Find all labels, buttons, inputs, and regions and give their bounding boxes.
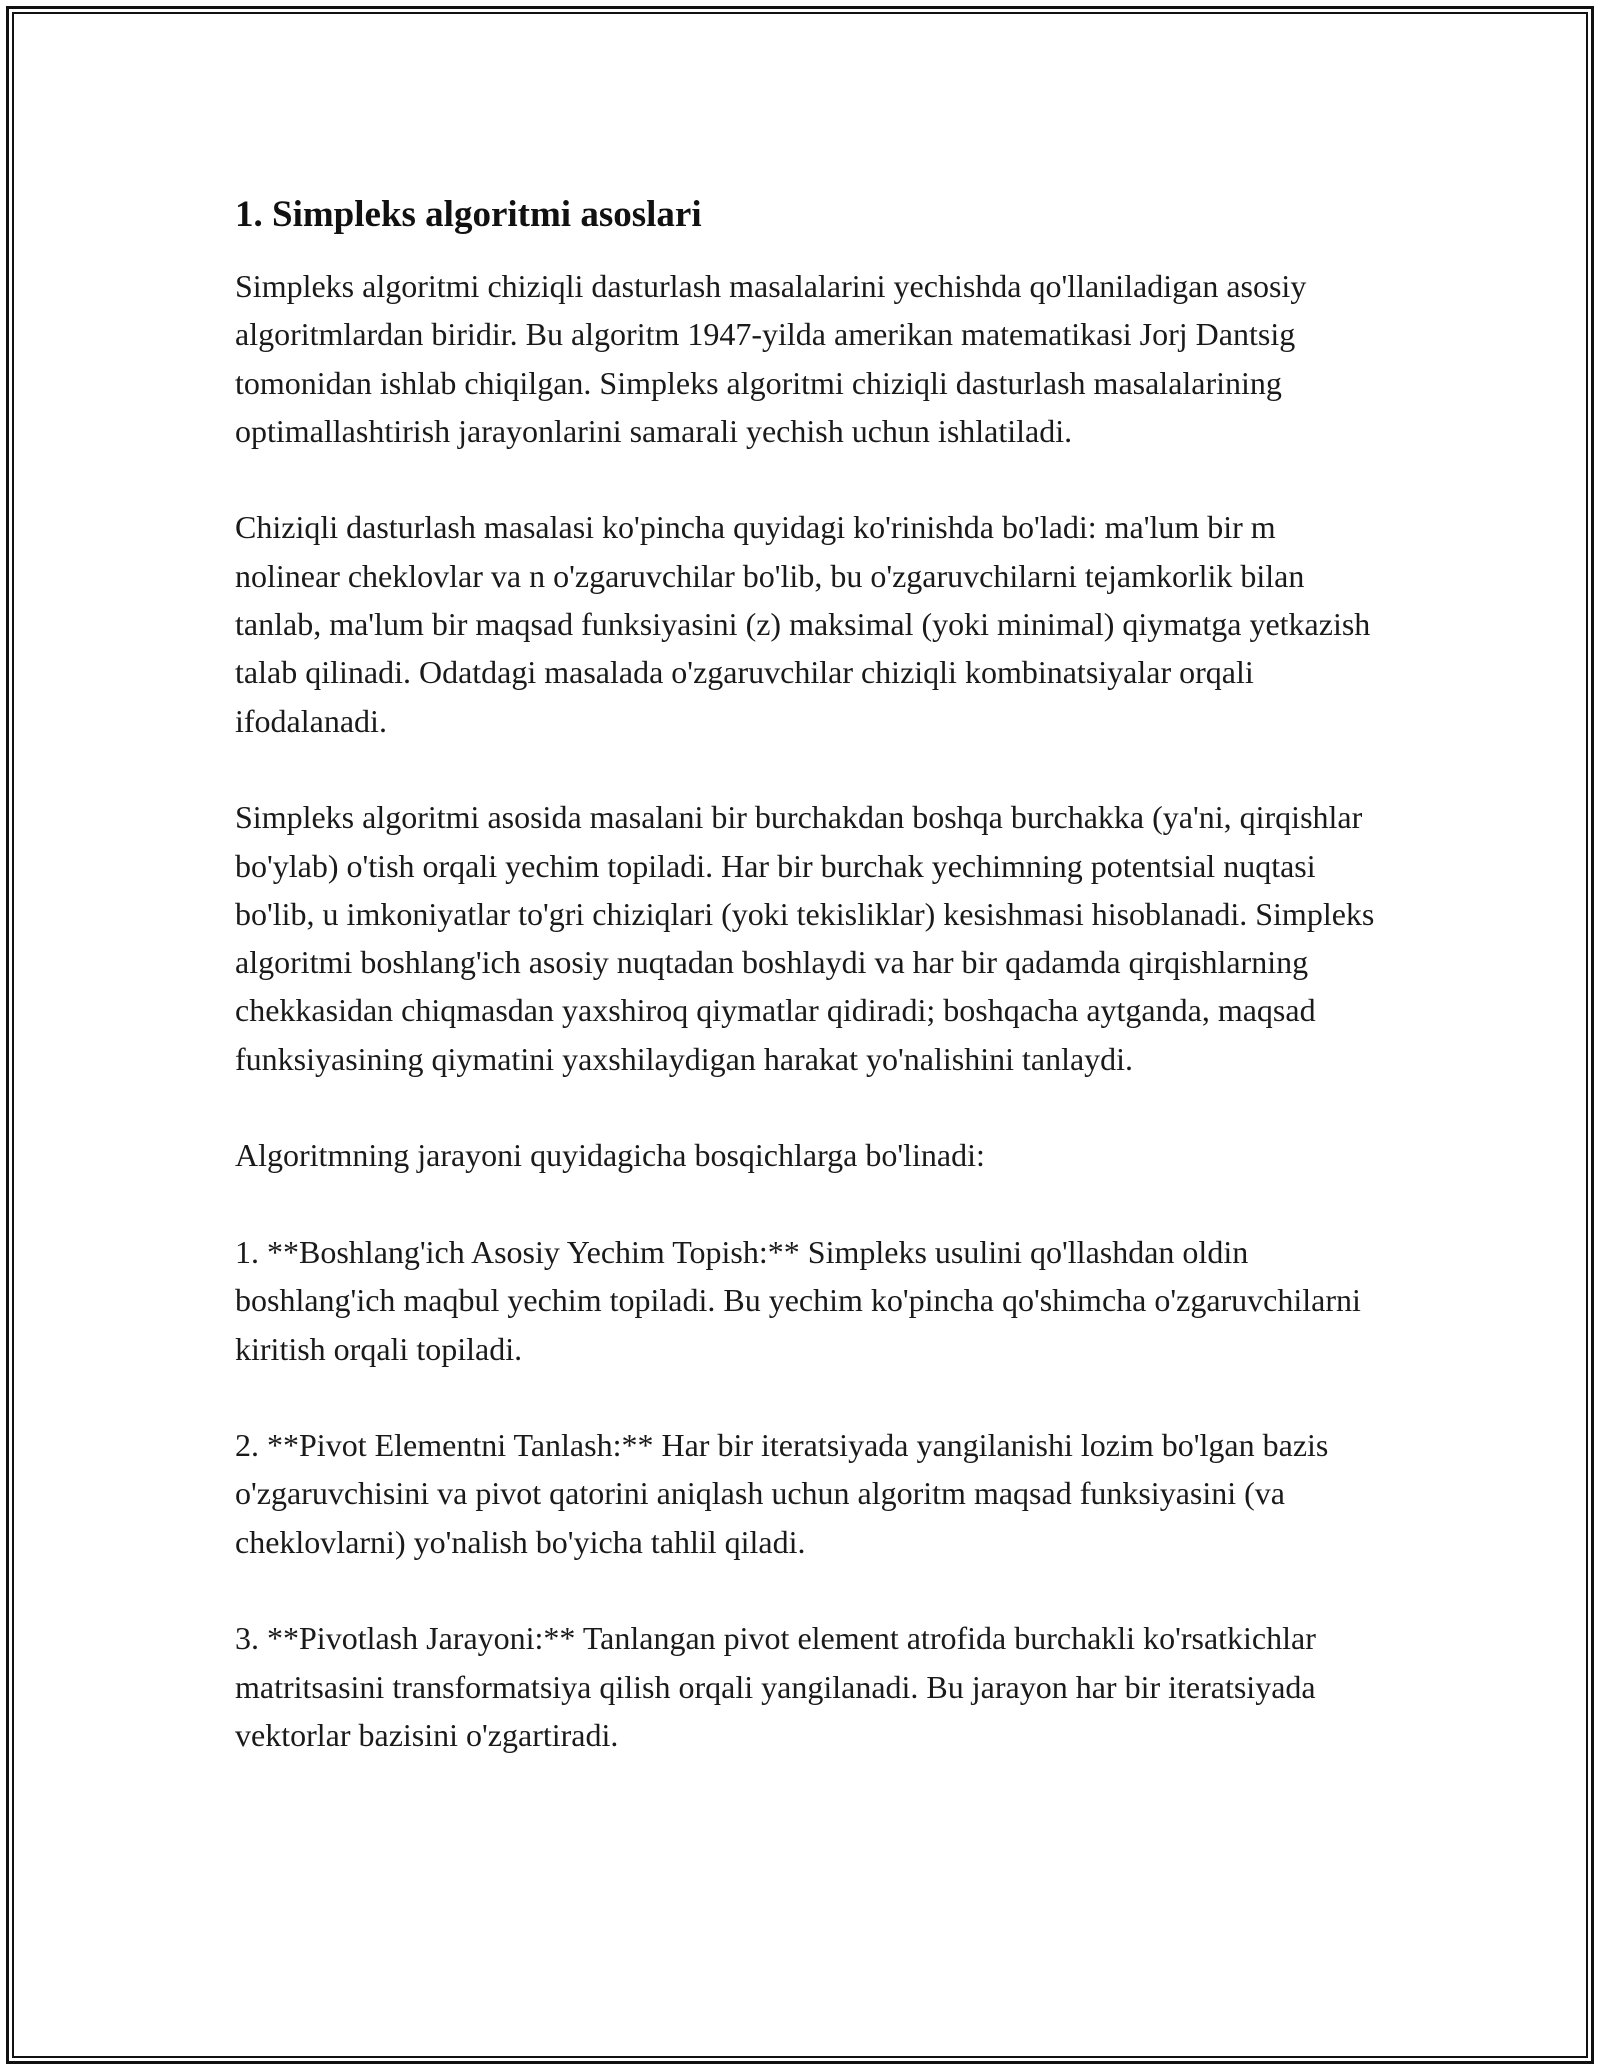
paragraph-problem-form: Chiziqli dasturlash masalasi ko'pincha quyidagi ko'rinishda bo'ladi: ma'lum bir m nolinear cheklovlar va n o'zgaruvchilar bo'lib, bu o'zgaruvchilarni tejamkorlik bilan tanlab, ma'lum bir maqsad funksiyasini (z) maksimal (yoki minimal) qiymatga yetkazish talab qilinadi. Odatdagi masalada o'zgaruvchilar chiziqli kombinatsiyalar orqali ifodalanadi.	[235, 509, 1371, 739]
document-body	[235, 190, 1385, 1808]
section-heading: 1. Simpleks algoritmi asoslari	[235, 194, 702, 235]
paragraph-intro: Simpleks algoritmi chiziqli dasturlash masalalarini yechishda qo'llaniladigan asosiy algoritmlardan biridir. Bu algoritm 1947-yilda amerikan matematikasi Jorj Dantsig tomonidan ishlab chiqilgan. Simpleks algoritmi chiziqli dasturlash masalalarining optimallashtirish jarayonlarini samarali yechish uchun ishlatiladi.	[235, 268, 1307, 449]
paragraph-vertex-method: Simpleks algoritmi asosida masalani bir burchakdan boshqa burchakka (ya'ni, qirqishlar bo'ylab) o'tish orqali yechim topiladi. Har bir burchak yechimning potentsial nuqtasi bo'lib, u imkoniyatlar to'gri chiziqlari (yoki tekisliklar) kesishmasi hisoblanadi. Simpleks algoritmi boshlang'ich asosiy nuqtadan boshlaydi va har bir qadamda qirqishlarning chekkasidan chiqmasdan yaxshiroq qiymatlar qidiradi; boshqacha aytganda, maqsad funksiyasining qiymatini yaxshilaydigan harakat yo'nalishini tanlaydi.	[235, 799, 1375, 1077]
paragraph-step-2: 2. **Pivot Elementni Tanlash:** Har bir iteratsiyada yangilanishi lozim bo'lgan bazis o'zgaruvchisini va pivot qatorini aniqlash uchun algoritm maqsad funksiyasini (va cheklovlarni) yo'nalish bo'yicha tahlil qiladi.	[235, 1427, 1329, 1560]
paragraph-stages-intro: Algoritmning jarayoni quyidagicha bosqichlarga bo'linadi:	[235, 1137, 985, 1174]
paragraph-step-3: 3. **Pivotlash Jarayoni:** Tanlangan pivot element atrofida burchakli ko'rsatkichlar matritsasini transformatsiya qilish orqali yangilanadi. Bu jarayon har bir iteratsiyada vektorlar bazisini o'zgartiradi.	[235, 1620, 1316, 1753]
paragraph-step-1: 1. **Boshlang'ich Asosiy Yechim Topish:** Simpleks usulini qo'llashdan oldin boshlang'ich maqbul yechim topiladi. Bu yechim ko'pincha qo'shimcha o'zgaruvchilarni kiritish orqali topiladi.	[235, 1233, 1361, 1367]
